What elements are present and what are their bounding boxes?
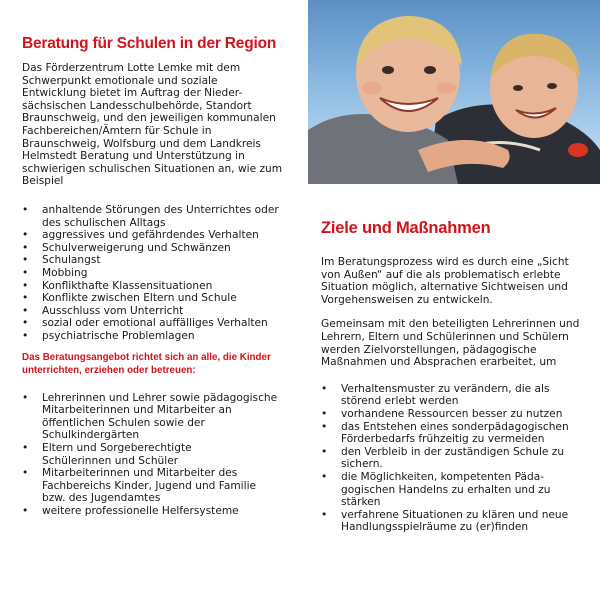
text-line: die Möglichkeiten, kompetenten Päda- xyxy=(341,470,545,483)
text-line: Mobbing xyxy=(42,266,88,279)
text-line: unterrichten, erziehen oder betreuen: xyxy=(22,365,196,377)
text-line: bzw. des Jugendamtes xyxy=(42,492,161,505)
text-line: von Außen“ auf die als problematisch erlebte xyxy=(321,268,561,281)
goals-list-item xyxy=(321,471,593,509)
text-line: Konflikthafte Klassensituationen xyxy=(42,279,213,292)
audience-callout xyxy=(22,352,284,377)
text-line: Mitarbeiterinnen und Mitarbeiter an xyxy=(42,404,232,417)
text-line: den Verbleib in der zuständigen Schule zu xyxy=(341,445,565,458)
text-line: Helmstedt Beratung und Unterstützung in xyxy=(22,150,245,163)
text-line: Maßnahmen und Absprachen erarbeitet, um xyxy=(321,356,557,369)
problem-list-item xyxy=(22,254,284,267)
goals-list xyxy=(321,383,593,534)
collaboration-paragraph xyxy=(321,318,593,368)
left-column xyxy=(22,34,284,518)
text-line: Schulkindergärten xyxy=(42,429,140,442)
goals-list-item xyxy=(321,421,593,446)
problem-list xyxy=(22,204,284,343)
text-line: störend erlebt werden xyxy=(341,395,459,408)
text-line: Ausschluss vom Unterricht xyxy=(42,304,184,317)
goals-list-item xyxy=(321,446,593,471)
text-line: Verhaltensmuster zu verändern, die als xyxy=(341,382,550,395)
text-line: werden Zielvorstellungen, pädagogische xyxy=(321,343,537,356)
text-line: Braunschweig, Wolfsburg und dem Landkreis xyxy=(22,137,261,150)
text-line: Fachbereichen/Ämtern für Schule in xyxy=(22,124,212,137)
text-line: Vorgehensweisen zu entwickeln. xyxy=(321,293,493,306)
text-line: stärken xyxy=(341,496,381,509)
problem-list-item xyxy=(22,330,284,343)
text-line: gogischen Handelns zu erhalten und zu xyxy=(341,483,551,496)
text-line: sichern. xyxy=(341,458,383,471)
text-line: des schulischen Alltags xyxy=(42,216,166,229)
section-title-ziele: Ziele und Maßnahmen xyxy=(321,219,491,237)
right-column xyxy=(308,0,600,534)
audience-list-item xyxy=(22,392,284,442)
text-line: Schulverweigerung und Schwänzen xyxy=(42,241,231,254)
text-line: Gemeinsam mit den beteiligten Lehrerinnen und xyxy=(321,318,580,331)
audience-list-item xyxy=(22,467,284,505)
problem-list-item xyxy=(22,292,284,305)
problem-list-item xyxy=(22,305,284,318)
text-line: Eltern und Sorgeberechtigte xyxy=(42,442,192,455)
text-line: Konflikte zwischen Eltern und Schule xyxy=(42,292,237,305)
text-line: verfahrene Situationen zu klären und neue xyxy=(341,508,569,521)
text-line: psychiatrische Problemlagen xyxy=(42,329,195,342)
text-line: aggressives und gefährdendes Verhalten xyxy=(42,229,259,242)
text-line: Entwicklung bietet im Auftrag der Nieder- xyxy=(22,87,243,100)
text-line: Fachbereichs Kinder, Jugend und Familie xyxy=(42,479,257,492)
audience-list-item xyxy=(22,505,284,518)
goals-list-item xyxy=(321,408,593,421)
text-line: Förderbedarfs frühzeitig zu vermeiden xyxy=(341,433,545,446)
text-line: Schulangst xyxy=(42,254,101,267)
text-line: das Entstehen eines sonderpädagogischen xyxy=(341,420,569,433)
text-line: Das Förderzentrum Lotte Lemke mit dem xyxy=(22,62,241,74)
problem-list-item xyxy=(22,204,284,229)
text-line: sächsischen Landesschulbehörde, Standort xyxy=(22,99,252,112)
text-line: Schwerpunkt emotionale und soziale xyxy=(22,74,218,87)
children-photo-illustration xyxy=(308,0,600,184)
problem-list-item xyxy=(22,267,284,280)
text-line: Das Beratungsangebot richtet sich an alle, die Kinder xyxy=(22,352,271,364)
problem-list-item xyxy=(22,229,284,242)
text-line: Situation möglich, alternative Sichtweisen und xyxy=(321,281,568,294)
text-line: schwierigen schulischen Situationen an, wie zum xyxy=(22,162,283,175)
children-photo xyxy=(308,0,600,184)
text-line: Mitarbeiterinnen und Mitarbeiter des xyxy=(42,467,238,480)
problem-list-item xyxy=(22,242,284,255)
text-line: vorhandene Ressourcen besser zu nutzen xyxy=(341,407,563,420)
text-line: Lehrern, Eltern und Schülerinnen und Schülern xyxy=(321,330,569,343)
text-line: sozial oder emotional auffälliges Verhalten xyxy=(42,317,268,330)
text-line: öffentlichen Schulen sowie der xyxy=(42,416,205,429)
text-line: Im Beratungsprozess wird es durch eine „Sicht xyxy=(321,256,569,268)
text-line: Handlungsspielräume zu (er)finden xyxy=(341,521,529,534)
text-line: Beispiel xyxy=(22,175,64,188)
audience-list xyxy=(22,392,284,518)
right-text-block xyxy=(321,256,593,534)
text-line: Schülerinnen und Schüler xyxy=(42,454,179,467)
section-title-beratung: Beratung für Schulen in der Region xyxy=(22,35,277,52)
goals-list-item xyxy=(321,383,593,408)
intro-paragraph xyxy=(22,62,284,188)
text-line: Braunschweig, und den jeweiligen kommunalen xyxy=(22,112,276,125)
problem-list-item xyxy=(22,317,284,330)
audience-list-item xyxy=(22,442,284,467)
problem-list-item xyxy=(22,280,284,293)
process-paragraph xyxy=(321,256,593,306)
text-line: weitere professionelle Helfersysteme xyxy=(42,505,239,517)
text-line: anhaltende Störungen des Unterrichtes oder xyxy=(42,203,279,216)
text-line: Lehrerinnen und Lehrer sowie pädagogische xyxy=(42,391,278,404)
goals-list-item xyxy=(321,509,593,534)
